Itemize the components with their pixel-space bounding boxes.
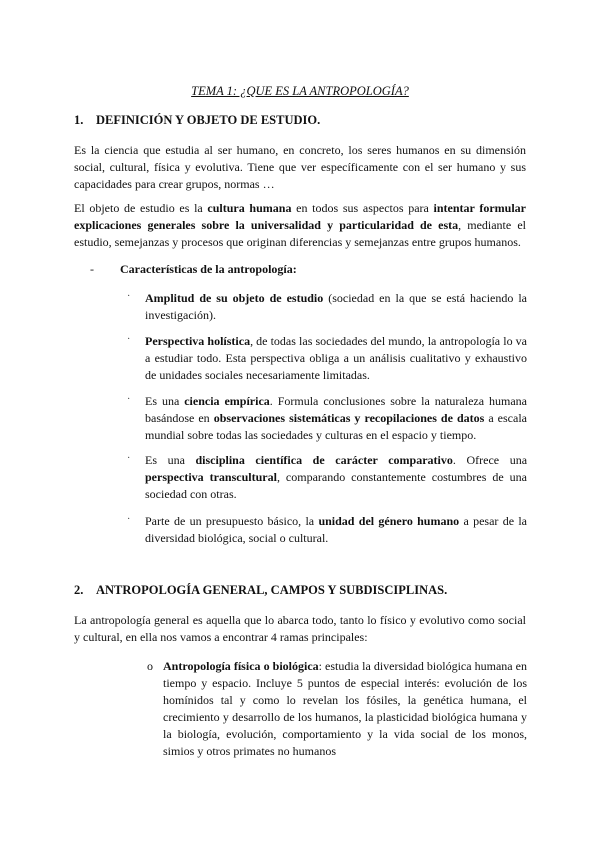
bullet-text: Parte de un presupuesto básico, la unidad del género humano a pesar de la diversidad biológica, social o cultural. — [145, 514, 527, 545]
para2-text1: El objeto de estudio es la — [74, 201, 208, 215]
section2-number: 2. — [74, 583, 84, 597]
bullet-text: Es una disciplina científica de carácter comparativo. Ofrece una perspectiva transcultural, comparando constantemente costumbres de una sociedad con otras. — [145, 453, 528, 501]
bullet-dot: · — [127, 453, 131, 464]
section1-paragraph2 — [74, 200, 526, 251]
section2-heading — [74, 583, 447, 598]
page-title: TEMA 1: ¿QUE ES LA ANTROPOLOGÍA? — [191, 84, 409, 98]
section1-heading — [74, 113, 320, 128]
list-marker: o — [147, 659, 153, 673]
branch-item-text — [163, 658, 527, 760]
para2-bold1: cultura humana — [207, 201, 292, 215]
bullet-text: Perspectiva holística, de todas las sociedades del mundo, la antropología lo va a estudiar todo. Esta perspectiva obliga a un análisis cualitativo y exhaustivo de unidades sociales necesariamente limitadas. — [145, 334, 527, 382]
dash-marker: - — [90, 262, 94, 276]
branch-description: : estudia la diversidad biológica humana en tiempo y espacio. Incluye 5 puntos de especial interés: evolución de los homínidos tal y como lo revelan los fósiles, la genética humana, el crecimiento y desarrollo de los humanos, la plasticidad biológica humana y la biología, evolución, comportamiento y la vida social de los monos, simios y otros primates no humanos — [163, 659, 528, 758]
bullet-text: Es una ciencia empírica. Formula conclusiones sobre la naturaleza humana basándose en observaciones sistemáticas y recopilaciones de datos a escala mundial sobre todas las sociedades y culturas en el espacio y tiempo. — [145, 394, 527, 442]
section1-paragraph1: Es la ciencia que estudia al ser humano, en concreto, los seres humanos en su dimensión social, cultural, física y evolutiva. Tiene que ver específicamente con el ser humano y sus capacidades para crear grupos, normas … — [74, 143, 526, 191]
branch-title: Antropología física o biológica — [163, 659, 319, 673]
para2-text3: , mediante el estudio, semejanzas y procesos que originan diferencias y semejanzas entre grupos humanos. — [74, 218, 526, 249]
bullet-dot: · — [127, 334, 131, 345]
section1-heading-text: DEFINICIÓN Y OBJETO DE ESTUDIO. — [96, 113, 321, 127]
para2-bold2: intentar formular explicaciones generales sobre la universalidad y particularidad de esta — [74, 201, 526, 232]
characteristics-subheading — [90, 262, 297, 277]
bullet-dot: · — [127, 394, 131, 405]
bullet-text: Amplitud de su objeto de estudio (sociedad en la que se está haciendo la investigación). — [145, 291, 527, 322]
characteristics-subheading-text: Características de la antropología: — [120, 262, 297, 276]
bullet-dot: · — [127, 291, 131, 302]
section2-heading-text: ANTROPOLOGÍA GENERAL, CAMPOS Y SUBDISCIPLINAS. — [96, 583, 448, 597]
section1-number: 1. — [74, 113, 84, 127]
section2-paragraph1: La antropología general es aquella que lo abarca todo, tanto lo físico y evolutivo como social y cultural, en ella nos vamos a encontrar 4 ramas principales: — [74, 613, 526, 644]
bullet-dot: · — [127, 514, 131, 525]
para2-text2: en todos sus aspectos para — [291, 201, 434, 215]
